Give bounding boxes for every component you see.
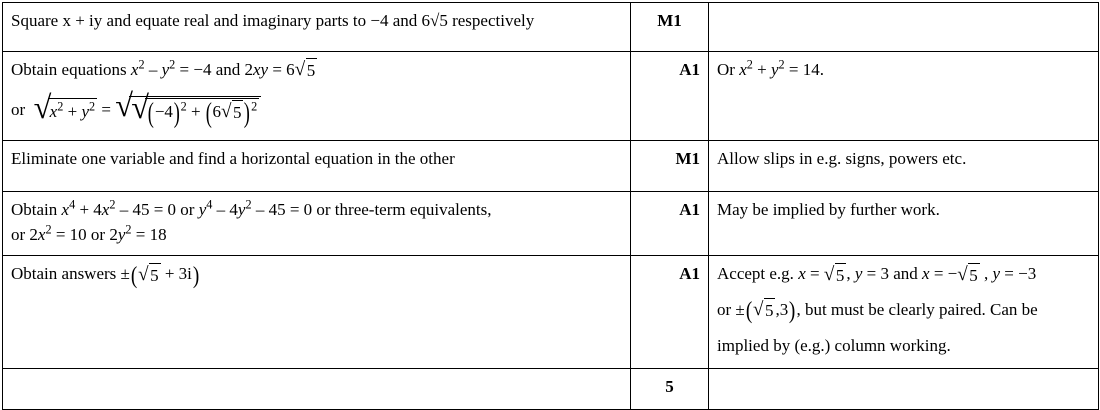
table-row [3, 256, 1099, 369]
mark-cell: M1 [631, 141, 709, 192]
notes-line: implied by (e.g.) column working. [717, 336, 951, 356]
working-cell [3, 3, 631, 52]
notes-cell [709, 52, 1099, 141]
table-row [3, 52, 1099, 141]
working-line-alt: or √ $x^2 + y^2$ = √ √ $(-4)^2 + (6$ √ 5 )$^2$ [11, 96, 622, 126]
mark-scheme-table [2, 2, 1099, 410]
working-cell [3, 52, 631, 141]
notes-cell [709, 192, 1099, 256]
table-row [3, 192, 1099, 256]
notes-cell [709, 141, 1099, 192]
total-mark-cell: 5 [631, 369, 709, 410]
notes-cell [709, 369, 1099, 410]
mark-cell: A1 [631, 192, 709, 256]
working-cell [3, 256, 631, 369]
table-row [3, 141, 1099, 192]
working-cell [3, 141, 631, 192]
mark-cell: M1 [631, 3, 709, 52]
notes-line: Allow slips in e.g. signs, powers etc. [717, 149, 967, 168]
working-line: Obtain equations $x^2 - y^2 = -4$ and 2xy = 6 √ 5 [11, 58, 622, 84]
working-line: Obtain answers ±( √ 5 + 3i) [11, 262, 622, 288]
notes-line: Or $x^2 + y^2 = 14$. [717, 57, 824, 79]
mark-scheme-sheet [0, 2, 1100, 404]
working-line: Obtain $x^4 + 4x^2 - 45 = 0$ or $y^4 - 4y^2 - 45 = 0$ or three-term equivalents, [11, 197, 492, 219]
working-cell [3, 369, 631, 410]
working-cell [3, 192, 631, 256]
notes-cell [709, 3, 1099, 52]
notes-cell [709, 256, 1099, 369]
table-row [3, 3, 1099, 52]
working-line: Square x + iy and equate real and imaginary parts to −4 and 6√5 respectively [11, 11, 535, 30]
notes-line: or ±( √ 5 ,3), but must be clearly paired. Can be [717, 298, 1090, 324]
mark-cell: A1 [631, 256, 709, 369]
working-line-alt: or $2x^2 = 10$ or $2y^2 = 18$ [11, 221, 167, 244]
working-line: Eliminate one variable and find a horizontal equation in the other [11, 149, 455, 168]
table-row [3, 369, 1099, 410]
notes-line: May be implied by further work. [717, 200, 940, 219]
mark-cell: A1 [631, 52, 709, 141]
notes-line: Accept e.g. x = √ 5 , y = 3 and x = − √ 5 , y = −3 [717, 262, 1090, 288]
